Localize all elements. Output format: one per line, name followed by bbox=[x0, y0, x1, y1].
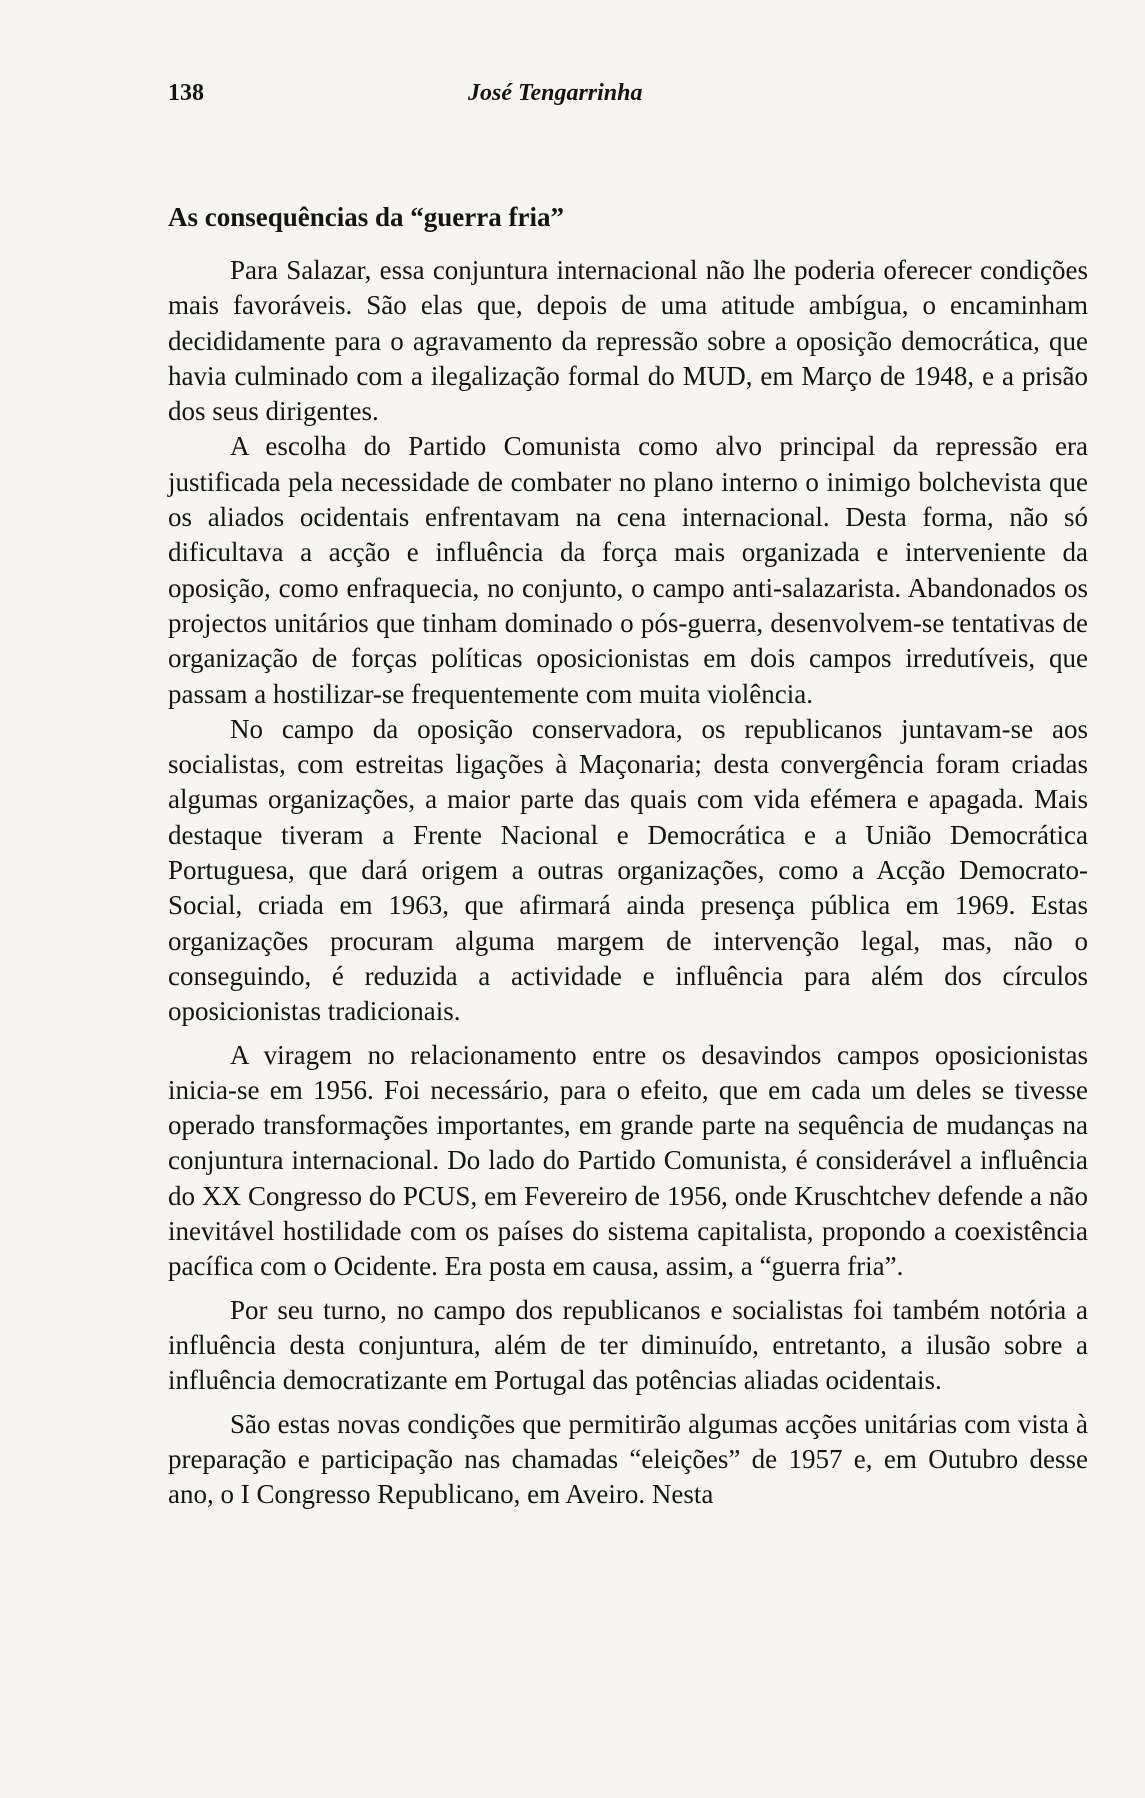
paragraph-1: Para Salazar, essa conjuntura internacional não lhe poderia oferecer condições mais favoráveis. São elas que, depois de uma atitude ambígua, o encaminham decididamente para o agravamento da repressão sobre a oposição democrática, que havia culminado com a ilegalização formal do MUD, em Março de 1948, e a prisão dos seus dirigentes. bbox=[168, 255, 1088, 427]
paragraph-6: São estas novas condições que permitirão algumas acções unitárias com vista à preparação e participação nas chamadas “eleições” de 1957 e, em Outubro desse ano, o I Congresso Republicano, em Aveiro. Nesta bbox=[168, 1408, 1088, 1510]
paragraph-5: Por seu turno, no campo dos republicanos e socialistas foi também notória a influência desta conjuntura, além de ter diminuído, entretanto, a ilusão sobre a influência democratizante em Portugal das potências aliadas ocidentais. bbox=[168, 1294, 1088, 1396]
page-number: 138 bbox=[168, 80, 204, 106]
paragraph-4: A viragem no relacionamento entre os desavindos campos oposicionistas inicia-se em 1956. Foi necessário, para o efeito, que em cada um deles se tivesse operado transformações importantes, em grande parte na sequência de mudanças na conjuntura internacional. Do lado do Partido Comunista, é considerável a influência do XX Congresso do PCUS, em Fevereiro de 1956, onde Kruschtchev defende a não inevitável hostilidade com os países do sistema capitalista, propondo a coexistência pacífica com o Ocidente. Era posta em causa, assim, a “guerra fria”. bbox=[168, 1039, 1088, 1282]
body-text bbox=[168, 253, 1088, 1512]
running-head bbox=[168, 80, 1088, 120]
section-title: As consequências da “guerra fria” bbox=[168, 202, 564, 232]
book-page bbox=[168, 80, 1088, 1520]
running-head-author: José Tengarrinha bbox=[468, 80, 643, 106]
paragraph-3: No campo da oposição conservadora, os republicanos juntavam-se aos socialistas, com estreitas ligações à Maçonaria; desta convergência foram criadas algumas organizações, a maior parte das quais com vida efémera e apagada. Mais destaque tiveram a Frente Nacional e Democrática e a União Democrática Portuguesa, que dará origem a outras organizações, como a Acção Democrato-Social, criada em 1963, que afirmará ainda presença pública em 1969. Estas organizações procuram alguma margem de intervenção legal, mas, não o conseguindo, é reduzida a actividade e influência para além dos círculos oposicionistas tradicionais. bbox=[168, 713, 1088, 1027]
paragraph-2: A escolha do Partido Comunista como alvo principal da repressão era justificada pela necessidade de combater no plano interno o inimigo bolchevista que os aliados ocidentais enfrentavam na cena internacional. Desta forma, não só dificultava a acção e influência da força mais organizada e interveniente da oposição, como enfraquecia, no conjunto, o campo anti-salazarista. Abandonados os projectos unitários que tinham dominado o pós-guerra, desenvolvem-se tentativas de organização de forças políticas oposicionistas em dois campos irredutíveis, que passam a hostilizar-se frequentemente com muita violência. bbox=[168, 431, 1088, 709]
